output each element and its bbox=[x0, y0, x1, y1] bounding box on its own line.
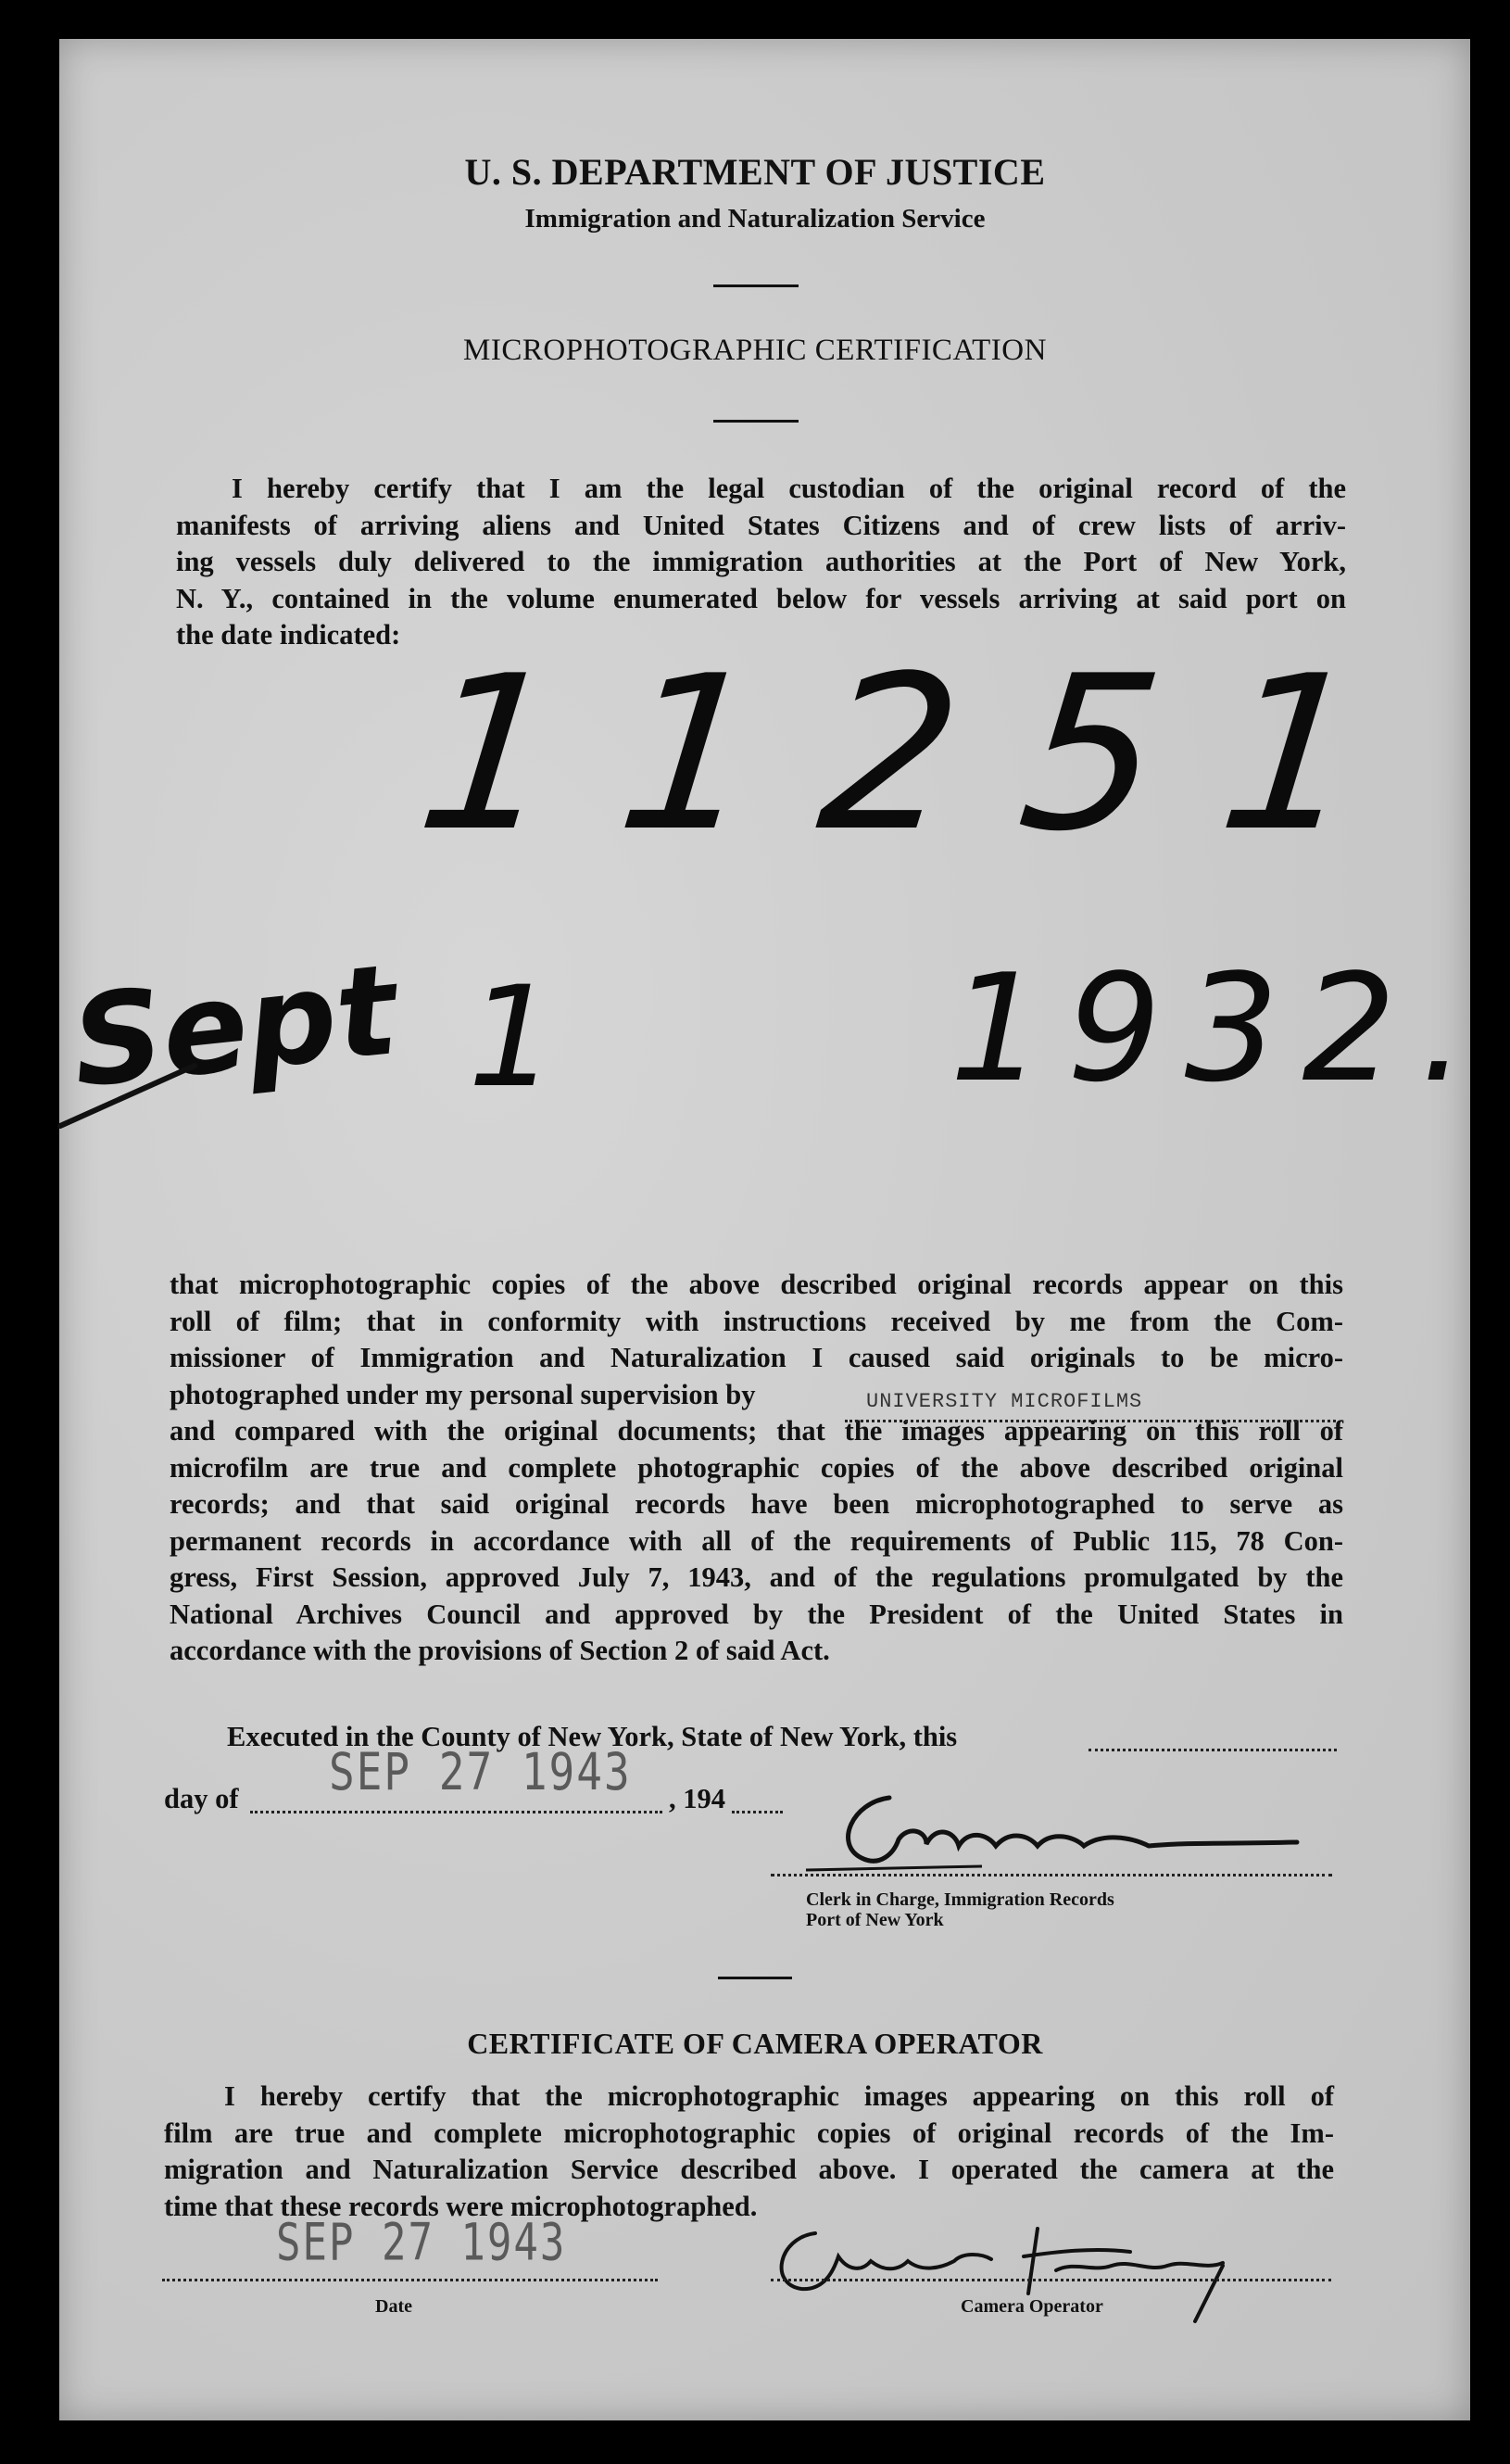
year-prefix: 194 bbox=[683, 1783, 725, 1814]
body-line: and compared with the original documents; that the images appearing on this roll of bbox=[170, 1415, 1343, 1447]
clerk-dotted-line bbox=[771, 1874, 1332, 1876]
document-page bbox=[59, 39, 1470, 2420]
camera-date-stamp: SEP 27 1943 bbox=[276, 2213, 567, 2273]
camera-date-label: Date bbox=[375, 2296, 412, 2317]
day-dotted-line bbox=[250, 1811, 662, 1813]
body-paragraph bbox=[170, 1267, 1343, 1670]
handwritten-volume-number: 11251 bbox=[409, 631, 1437, 878]
clerk-signature bbox=[797, 1788, 1343, 1872]
camera-date-dotted-line bbox=[162, 2279, 658, 2281]
camera-operator-dotted-line bbox=[771, 2279, 1331, 2281]
handwritten-date-month: Sept bbox=[65, 937, 404, 1116]
handwritten-date-year: 1932. bbox=[950, 941, 1491, 1115]
body-line: microfilm are true and complete photographic copies of the above described original bbox=[170, 1451, 1343, 1484]
body-line: National Archives Council and approved by the President of the United States in bbox=[170, 1598, 1343, 1630]
camera-certificate-paragraph bbox=[164, 2079, 1334, 2225]
camera-cert-line: film are true and complete microphotographic copies of original records of the Im- bbox=[164, 2117, 1334, 2149]
service-subheading: Immigration and Naturalization Service bbox=[524, 204, 986, 234]
body-line: roll of film; that in conformity with instructions received by me from the Com- bbox=[170, 1305, 1343, 1337]
certification-title: MICROPHOTOGRAPHIC CERTIFICATION bbox=[463, 334, 1047, 367]
body-line: that microphotographic copies of the above described original records appear on this bbox=[170, 1269, 1343, 1300]
divider bbox=[713, 284, 799, 287]
camera-cert-line: time that these records were microphotographed. bbox=[164, 2190, 758, 2222]
body-line: photographed under my personal supervision by bbox=[170, 1378, 756, 1410]
camera-cert-line: I hereby certify that the microphotographic images appearing on this roll of bbox=[224, 2080, 1334, 2112]
body-line: permanent records in accordance with all of the requirements of Public 115, 78 Con- bbox=[170, 1524, 1343, 1557]
date-stamp: SEP 27 1943 bbox=[329, 1741, 632, 1802]
divider bbox=[718, 1977, 792, 1979]
handwritten-date-day: 1 bbox=[468, 957, 557, 1118]
year-dotted-line bbox=[732, 1811, 783, 1813]
intro-line: I hereby certify that I am the legal custodian of the original record of the bbox=[232, 473, 1346, 504]
clerk-title-line2: Port of New York bbox=[806, 1910, 944, 1930]
camera-certificate-title: CERTIFICATE OF CAMERA OPERATOR bbox=[467, 2027, 1043, 2060]
department-heading: U. S. DEPARTMENT OF JUSTICE bbox=[464, 151, 1046, 193]
camera-cert-line: migration and Naturalization Service described above. I operated the camera at the bbox=[164, 2154, 1334, 2185]
supervisor-dotted-line bbox=[845, 1420, 1336, 1422]
divider bbox=[713, 420, 799, 423]
body-line: gress, First Session, approved July 7, 1943, and of the regulations promulgated by the bbox=[170, 1561, 1343, 1593]
intro-line: N. Y., contained in the volume enumerated below for vessels arriving at said port on bbox=[176, 582, 1346, 614]
body-line: accordance with the provisions of Section 2 of said Act. bbox=[170, 1635, 830, 1666]
executed-line: Executed in the County of New York, State of New York, this bbox=[227, 1721, 958, 1752]
body-line: records; and that said original records have been microphotographed to serve as bbox=[170, 1488, 1343, 1520]
intro-paragraph bbox=[176, 471, 1346, 654]
intro-line: manifests of arriving aliens and United States Citizens and of crew lists of arriv- bbox=[176, 509, 1346, 541]
day-of-label: day of bbox=[164, 1783, 239, 1814]
body-line: missioner of Immigration and Naturalization I caused said originals to be micro- bbox=[170, 1342, 1343, 1373]
clerk-title-line1: Clerk in Charge, Immigration Records bbox=[806, 1889, 1114, 1910]
intro-line: the date indicated: bbox=[176, 619, 401, 651]
executed-dotted-line bbox=[1088, 1749, 1337, 1751]
pen-stroke bbox=[56, 1056, 204, 1131]
typed-supervisor-name: UNIVERSITY MICROFILMS bbox=[866, 1390, 1143, 1413]
intro-line: ing vessels duly delivered to the immigration authorities at the Port of New York, bbox=[176, 546, 1346, 577]
camera-operator-label: Camera Operator bbox=[961, 2296, 1103, 2317]
